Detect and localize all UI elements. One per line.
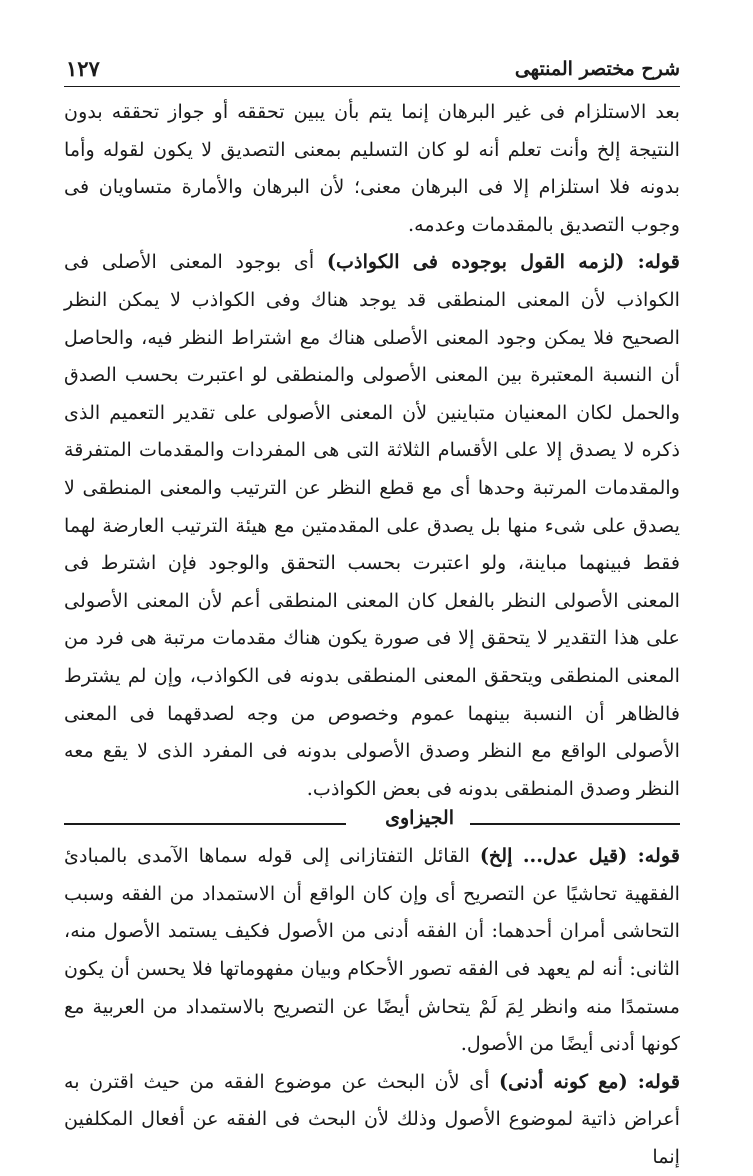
paragraph-text: بعد الاستلزام فى غير البرهان إنما يتم بأن يبين تحققه أو جواز تحققه بدون النتيجة إلخ وأنت تعلم أنه لو كان التسليم بمعنى التصديق لا يكون لقوله وأما بدونه فلا استلزام إلا فى البرهان معنى؛ لأن البرهان والأمارة متساويان فى وجوب التصديق بالمقدمات وعدمه. [64, 100, 680, 236]
page-header [64, 52, 680, 87]
divider-line [64, 823, 346, 825]
paragraph-label: قوله: (مع كونه أدنى) [499, 1069, 680, 1093]
document-page [64, 52, 680, 1169]
page-number: ١٢٧ [66, 56, 100, 81]
paragraph [64, 837, 680, 1063]
section-heading: الجيزاوى [385, 807, 454, 830]
divider-line [470, 823, 680, 825]
paragraph-text: أى بوجود المعنى الأصلى فى الكواذب لأن المعنى المنطقى قد يوجد هناك وفى الكواذب لا يمكن النظر الصحيح فلا يمكن وجود المعنى الأصلى هناك مع اشتراط النظر فيه، والحاصل أن النسبة المعتبرة بين المعنى الأصولى والمنطقى لو اعتبرت بحسب الصدق والحمل لكان المعنيان متباينين لأن المعنى الأصولى على تقدير التعميم الذى ذكره لا يصدق إلا على الأقسام الثلاثة التى هى المفردات والمقدمات المتفرقة والمقدمات المرتبة وحدها أى مع قطع النظر عن الترتيب والمعنى المنطقى لا يصدق على شىء منها بل يصدق على المقدمتين مع هيئة الترتيب العارضة لهما فقط فبينهما مباينة، ولو اعتبرت بحسب التحقق والوجود فإن اشترط فى المعنى الأصولى النظر بالفعل كان المعنى المنطقى أعم لأن المعنى الأصولى على هذا التقدير لا يتحقق إلا فى صورة يكون هناك مقدمات مرتبة هى فرد من المعنى المنطقى ويتحقق المعنى المنطقى بدونه فى الكواذب، وإن لم يشترط فالظاهر أن النسبة بينهما عموم وخصوص من وجه لصدقهما فى المعنى الأصولى الواقع مع النظر وصدق الأصولى بدونه فى المفرد الذى لا يقع معه النظر وصدق المنطقى بدونه فى بعض الكواذب. [64, 250, 680, 800]
paragraph [64, 243, 680, 807]
paragraph-text: أى لأن البحث عن موضوع الفقه من حيث اقترن به أعراض ذاتية لموضوع الأصول وذلك لأن البحث فى الفقه عن أفعال المكلفين إنما [64, 1069, 680, 1169]
section-divider [64, 807, 680, 837]
paragraph-label: قوله: (قيل عدل... إلخ) [479, 844, 680, 868]
paragraph-text: القائل التفتازانى إلى قوله سماها الآمدى بالمبادئ الفقهية تحاشيًا عن التصريح أى وإن كان الواقع أن الاستمداد من الفقه وسبب التحاشى أمران أحدهما: أن الفقه أدنى من الأصول فكيف يستمد الأصول منه، الثانى: أنه لم يعهد فى الفقه تصور الأحكام وبيان مفهوماتها فلا يحسن أن يكون مستمدًا منه وانظر لِمَ لَمْ يتحاش أيضًا عن التصريح بالاستمداد من العربية مع كونها أدنى أيضًا من الأصول. [64, 844, 680, 1056]
body-text [64, 93, 680, 1176]
paragraph [64, 1063, 680, 1176]
paragraph-label: قوله: (لزمه القول بوجوده فى الكواذب) [326, 250, 680, 274]
book-title: شرح مختصر المنتهى [514, 58, 680, 80]
paragraph [64, 93, 680, 243]
